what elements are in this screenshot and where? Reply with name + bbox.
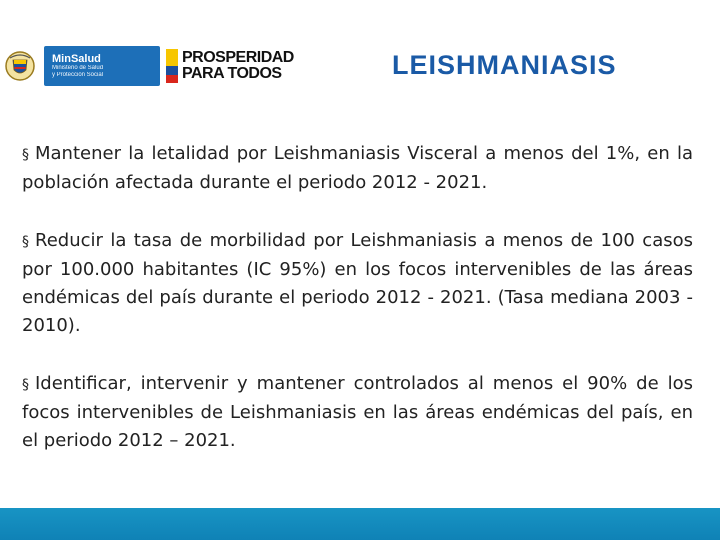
slide-title: LEISHMANIASIS xyxy=(392,50,617,80)
footer-bar xyxy=(0,508,720,540)
bullet-marker: § xyxy=(22,147,29,163)
bullet-item xyxy=(22,227,693,340)
bullet-item xyxy=(22,370,693,455)
bullet-list xyxy=(22,140,693,485)
minsalud-title: MinSalud xyxy=(52,53,101,65)
minsalud-subtitle-2: y Protección Social xyxy=(52,72,104,78)
bullet-text: Identificar, intervenir y mantener controlados al menos el 90% de los focos intervenibles de Leishmaniasis en las áreas endémicas del país, en el periodo 2012 – 2021. xyxy=(22,373,693,451)
minsalud-badge xyxy=(44,46,160,86)
bullet-marker: § xyxy=(22,377,29,393)
bullet-text: Reducir la tasa de morbilidad por Leishmaniasis a menos de 100 casos por 100.000 habitantes (IC 95%) en los focos intervenibles de las áreas endémicas del país durante el periodo 2012 - 2021. (Tasa mediana 2003 - 2010). xyxy=(22,230,693,336)
bullet-marker: § xyxy=(22,234,29,250)
bullet-item xyxy=(22,140,693,197)
prosperidad-logo xyxy=(166,46,306,86)
minsalud-subtitle-1: Ministerio de Salud xyxy=(52,65,104,71)
minsalud-logo xyxy=(2,46,164,86)
slide-header xyxy=(0,0,720,100)
bullet-text: Mantener la letalidad por Leishmaniasis Visceral a menos del 1%, en la población afectada durante el periodo 2012 - 2021. xyxy=(22,143,693,193)
colombia-flag-icon xyxy=(166,49,178,83)
prosperidad-line-2: PARA TODOS xyxy=(182,65,282,82)
colombia-coat-of-arms-icon xyxy=(4,50,36,82)
prosperidad-line-1: PROSPERIDAD xyxy=(182,49,294,66)
